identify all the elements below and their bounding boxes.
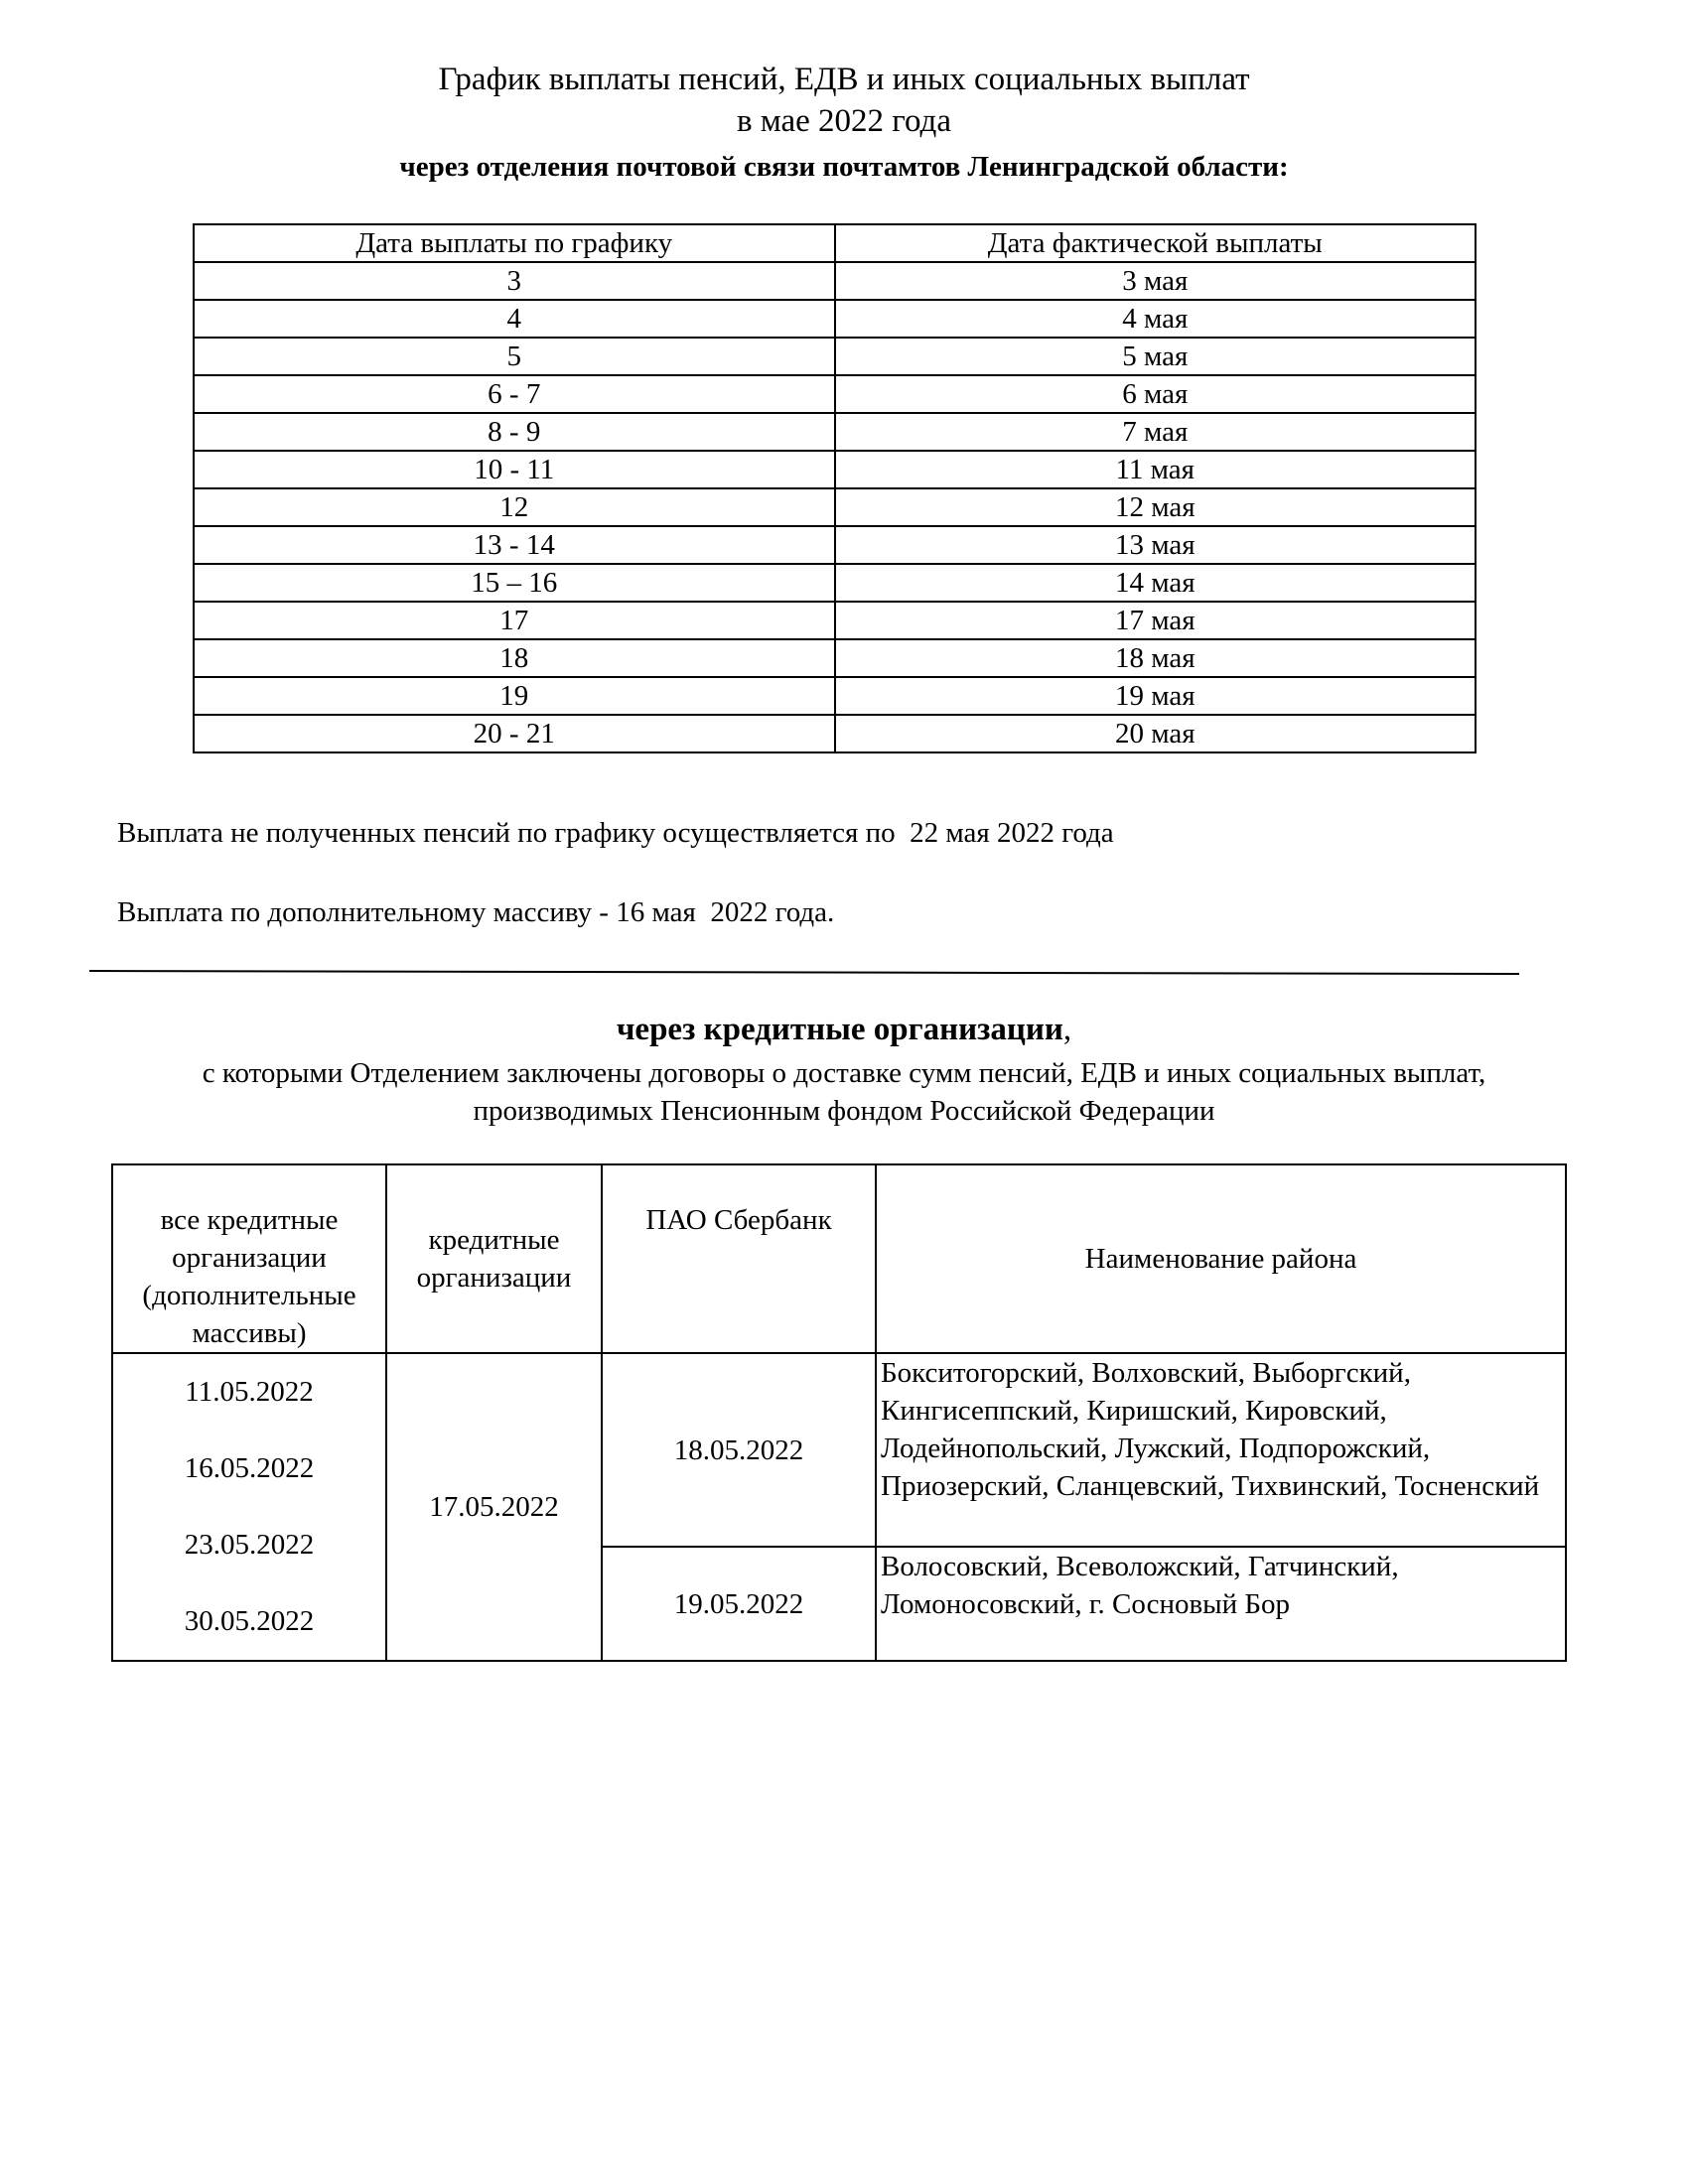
additional-array-date: 16.05.2022 (184, 1452, 315, 1484)
actual-date-cell: 4 мая (835, 300, 1477, 338)
credit-orgs-date-cell: 17.05.2022 (386, 1353, 602, 1661)
additional-array-date: 23.05.2022 (184, 1529, 315, 1561)
actual-date-cell: 6 мая (835, 375, 1477, 413)
unreceived-pensions-note: Выплата не полученных пенсий по графику осуществляется по 22 мая 2022 года (117, 817, 1114, 849)
section-divider (89, 970, 1519, 975)
additional-array-note: Выплата по дополнительному массиву - 16 мая 2022 года. (117, 896, 835, 928)
credit-section-title-text: через кредитные организации (616, 1012, 1063, 1047)
document-title: График выплаты пенсий, ЕДВ и иных социальных выплат (438, 62, 1250, 97)
table-row (194, 375, 1476, 413)
scheduled-date-cell: 10 - 11 (194, 451, 835, 488)
column-header-actual-date: Дата фактической выплаты (835, 224, 1477, 262)
table-row (194, 488, 1476, 526)
table-row (194, 300, 1476, 338)
column-header-all-credit-orgs: все кредитные организации (дополнительные массивы) (112, 1164, 386, 1353)
scheduled-date-cell: 17 (194, 602, 835, 639)
table-row (194, 564, 1476, 602)
scheduled-date-cell: 20 - 21 (194, 715, 835, 752)
actual-date-cell: 18 мая (835, 639, 1477, 677)
table-row (194, 262, 1476, 300)
table-row (112, 1353, 1566, 1547)
credit-section-title (0, 1010, 1688, 1049)
actual-date-cell: 19 мая (835, 677, 1477, 715)
table-row (194, 677, 1476, 715)
actual-date-cell: 14 мая (835, 564, 1477, 602)
credit-section-subtitle: с которыми Отделением заключены договоры о доставке сумм пенсий, ЕДВ и иных социальных выплат, производимых Пенсионным фондом Российской Федерации (202, 1057, 1486, 1127)
scheduled-date-cell: 5 (194, 338, 835, 375)
actual-date-cell: 3 мая (835, 262, 1477, 300)
all-credit-orgs-dates-cell (112, 1353, 386, 1661)
table-row (194, 413, 1476, 451)
actual-date-cell: 12 мая (835, 488, 1477, 526)
table-header-row (194, 224, 1476, 262)
actual-date-cell: 20 мая (835, 715, 1477, 752)
column-header-district: Наименование района (876, 1164, 1566, 1353)
column-header-sberbank: ПАО Сбербанк (602, 1164, 876, 1353)
scheduled-date-cell: 12 (194, 488, 835, 526)
actual-date-cell: 5 мая (835, 338, 1477, 375)
table-row (194, 338, 1476, 375)
actual-date-cell: 17 мая (835, 602, 1477, 639)
scheduled-date-cell: 4 (194, 300, 835, 338)
table-row (194, 526, 1476, 564)
credit-schedule-table (111, 1163, 1567, 1662)
scheduled-date-cell: 13 - 14 (194, 526, 835, 564)
scheduled-date-cell: 8 - 9 (194, 413, 835, 451)
table-row (194, 715, 1476, 752)
column-header-scheduled-date: Дата выплаты по графику (194, 224, 835, 262)
scheduled-date-cell: 19 (194, 677, 835, 715)
table-row (194, 451, 1476, 488)
district-list-cell: Волосовский, Всеволожский, Гатчинский, Ломоносовский, г. Сосновый Бор (876, 1547, 1566, 1661)
column-header-credit-orgs: кредитные организации (386, 1164, 602, 1353)
credit-section-title-comma: , (1062, 1012, 1072, 1047)
table-row (194, 602, 1476, 639)
actual-date-cell: 7 мая (835, 413, 1477, 451)
table-header-row (112, 1164, 1566, 1353)
scheduled-date-cell: 18 (194, 639, 835, 677)
actual-date-cell: 11 мая (835, 451, 1477, 488)
post-section-title: через отделения почтовой связи почтамтов Ленинградской области: (399, 151, 1289, 183)
post-schedule-table (193, 223, 1477, 753)
document-title-period: в мае 2022 года (737, 103, 951, 139)
additional-array-date: 11.05.2022 (185, 1376, 314, 1408)
scheduled-date-cell: 3 (194, 262, 835, 300)
scheduled-date-cell: 15 – 16 (194, 564, 835, 602)
sberbank-date-cell: 18.05.2022 (602, 1353, 876, 1547)
sberbank-date-cell: 19.05.2022 (602, 1547, 876, 1661)
actual-date-cell: 13 мая (835, 526, 1477, 564)
table-row (194, 639, 1476, 677)
scheduled-date-cell: 6 - 7 (194, 375, 835, 413)
additional-array-date: 30.05.2022 (184, 1605, 315, 1637)
district-list-cell: Бокситогорский, Волховский, Выборгский, Кингисеппский, Киришский, Кировский, Лодейнопольский, Лужский, Подпорожский, Приозерский, Сланцевский, Тихвинский, Тосненский (876, 1353, 1566, 1547)
